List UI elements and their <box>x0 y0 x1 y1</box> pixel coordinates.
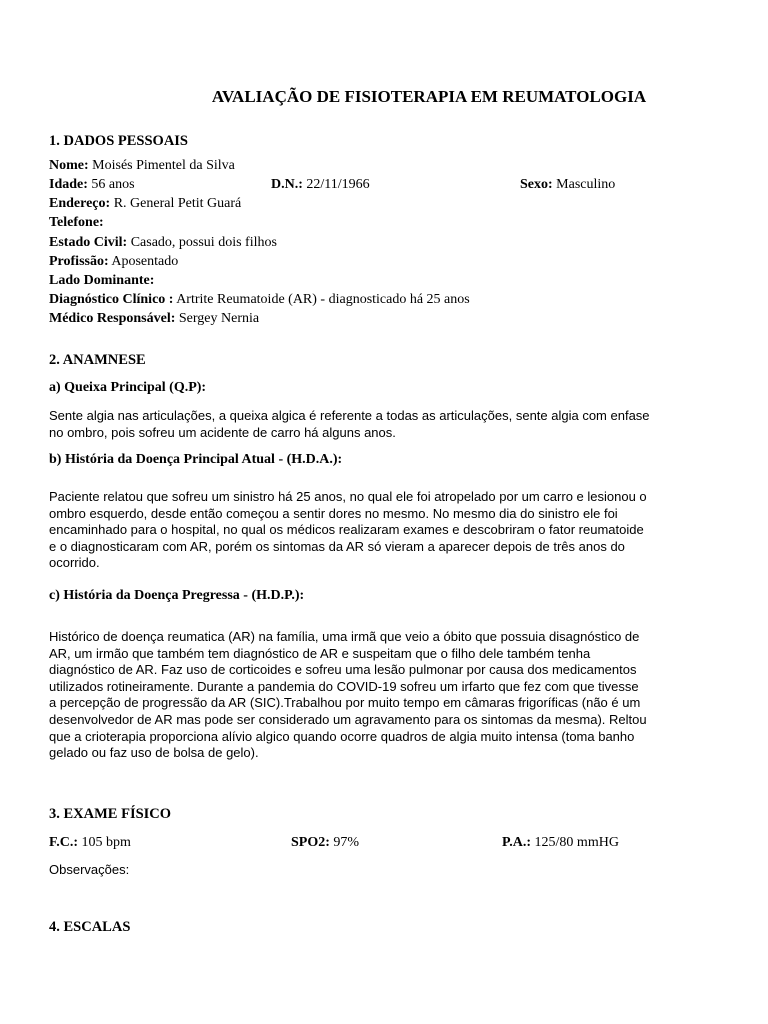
paragraph-line: Paciente relatou que sofreu um sinistro há 25 anos, no qual ele foi atropelado por um carro e lesionou o <box>49 489 647 504</box>
field-medico <box>49 311 259 327</box>
paragraph-line: utilizados rotineiramente. Durante a pandemia do COVID-19 sofreu um irfarto que fez com que tivesse <box>49 678 639 694</box>
field-nome <box>49 158 235 174</box>
field-profissao <box>49 254 178 270</box>
field-label: Endereço: <box>49 196 111 211</box>
field-estado-civil <box>49 235 277 251</box>
field-value: Aposentado <box>111 254 179 269</box>
field-label: Nome: <box>49 158 89 173</box>
paragraph-line: a percepção de progressão da AR (SIC).Trabalhou por muito tempo em câmaras frigoríficas (não é um <box>49 695 641 711</box>
field-label: F.C.: <box>49 835 79 850</box>
paragraph-hdp <box>49 629 699 762</box>
paragraph-line: ombro esquerdo, desde então começou a sentir dores no mesmo. No mesmo dia do sinistro ele foi <box>49 505 618 521</box>
field-sexo <box>520 177 615 193</box>
field-label: Diagnóstico Clínico : <box>49 292 174 307</box>
field-spo2 <box>291 835 359 851</box>
paragraph-line: no ombro, pois sofreu um acidente de carro há alguns anos. <box>49 424 396 440</box>
subheading-queixa-principal: a) Queixa Principal (Q.P): <box>49 380 207 395</box>
paragraph-line: gelado ou faz uso de bolsa de gelo). <box>49 745 259 761</box>
field-endereco <box>49 196 241 212</box>
field-observacoes: Observações: <box>49 862 130 877</box>
section-heading-anamnese: 2. ANAMNESE <box>49 352 146 368</box>
paragraph-line: encaminhado para o hospital, no qual os médicos realizaram exames e descobriram o fator reumatoide <box>49 522 644 538</box>
field-label: Telefone: <box>49 215 104 230</box>
field-value: R. General Petit Guará <box>113 196 242 211</box>
paragraph-line: e o diagnosticaram com AR, porém os sintomas da AR só vieram a aparecer depois de três anos do <box>49 538 625 554</box>
paragraph-queixa-principal <box>49 408 699 441</box>
field-value: Casado, possui dois filhos <box>130 235 277 250</box>
subheading-hdp: c) História da Doença Pregressa - (H.D.P.): <box>49 588 305 603</box>
field-value: 56 anos <box>91 177 135 192</box>
paragraph-hda <box>49 489 699 572</box>
field-dn <box>271 177 370 193</box>
section-heading-escalas: 4. ESCALAS <box>49 919 131 935</box>
paragraph-line: que a crioterapia proporciona alívio algico quando ocorre quadros de algia muito intensa (toma banho <box>49 728 635 744</box>
field-label: SPO2: <box>291 835 330 850</box>
field-value: Sergey Nernia <box>178 311 260 326</box>
field-fc <box>49 835 131 851</box>
field-value: Moisés Pimentel da Silva <box>92 158 235 173</box>
field-idade <box>49 177 135 193</box>
paragraph-line: ocorrido. <box>49 555 100 571</box>
field-label: Profissão: <box>49 254 109 269</box>
paragraph-line: Histórico de doença reumatica (AR) na família, uma irmã que veio a óbito que possuia disagnóstico de <box>49 629 640 644</box>
field-pa <box>502 835 619 851</box>
subheading-hda: b) História da Doença Principal Atual - (H.D.A.): <box>49 452 343 467</box>
field-lado-dominante <box>49 273 154 289</box>
field-value: 97% <box>333 835 360 850</box>
field-label: Sexo: <box>520 177 553 192</box>
document-title: AVALIAÇÃO DE FISIOTERAPIA EM REUMATOLOGIA <box>211 87 647 106</box>
field-value: 125/80 mmHG <box>534 835 619 850</box>
field-label: Lado Dominante: <box>49 273 155 288</box>
section-heading-dados-pessoais: 1. DADOS PESSOAIS <box>49 133 188 149</box>
field-label: P.A.: <box>502 835 532 850</box>
paragraph-line: Sente algia nas articulações, a queixa algica é referente a todas as articulações, sente algia com enfase <box>49 408 650 423</box>
field-value: 105 bpm <box>81 835 131 850</box>
field-telefone <box>49 215 104 231</box>
field-label: Idade: <box>49 177 88 192</box>
paragraph-line: desenvolvedor de AR mas pode ser considerado um agravamento para os sintomas da mesma). Reltou <box>49 711 647 727</box>
paragraph-line: AR, um irmão que também tem diagnóstico de AR e suspeitam que o filho dele também tenha <box>49 645 591 661</box>
section-heading-exame-fisico: 3. EXAME FÍSICO <box>49 806 172 822</box>
paragraph-line: diagnóstico de AR. Faz uso de corticoides e sofreu uma lesão pulmonar por causa dos medicamentos <box>49 662 637 678</box>
field-label: Médico Responsável: <box>49 311 176 326</box>
field-label: D.N.: <box>271 177 303 192</box>
field-value: 22/11/1966 <box>306 177 370 192</box>
field-value: Artrite Reumatoide (AR) - diagnosticado há 25 anos <box>176 292 470 307</box>
field-value: Masculino <box>556 177 616 192</box>
field-label: Estado Civil: <box>49 235 128 250</box>
field-diagnostico <box>49 292 470 308</box>
